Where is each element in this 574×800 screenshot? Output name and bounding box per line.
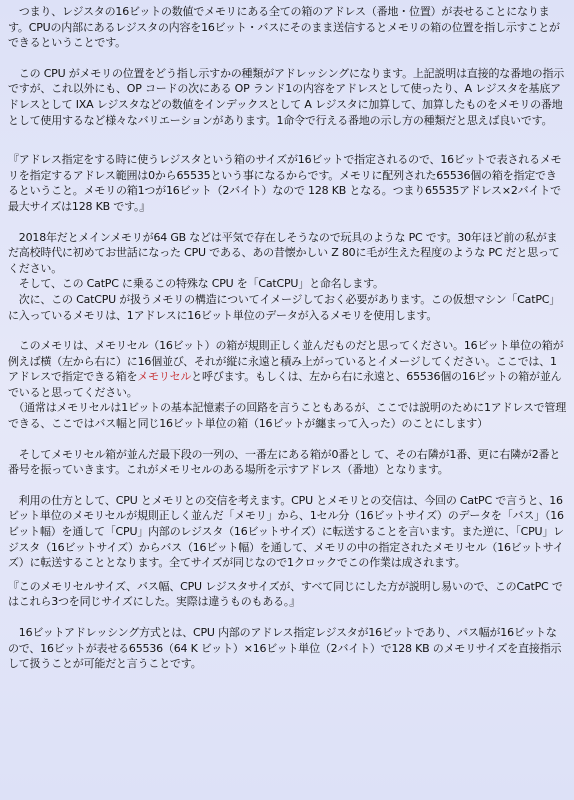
paragraph-16bit-addressing: 16ビットアドレッシング方式とは、CPU 内部のアドレス指定レジスタが16ビットであり、パス幅が16ビットなので、16ビットが表せる65536（64 K ビット）×16ビット単位（2バイト）で128 KB のメモリサイズを直接指示して扱うことが可能だと言うことです。	[8, 626, 562, 671]
paragraph-cpu-memory-communication: 利用の仕方として、CPU とメモリとの交信を考えます。CPU とメモリとの交信は、今回の CatPC で言うと、16ビット単位のメモリセルが規則正しく並んだ「メモリ」から、1セル分（16ビットサイズ）のデータを「バス」（16ビット幅）を通して「CPU」内部のレジスタ（16ビットサイズ）に転送することを言います。また逆に、「CPU」レジスタ（16ビットサイズ）からバス（16ビット幅）を通して、メモリの中の指定されたメモリセル（16ビットサイズ）に転送することとなります。全てサイズが同じなので1クロックでこの作業は成されます。	[8, 493, 564, 570]
paragraph-addressing: この CPU がメモリの位置をどう指し示すかの種類がアドレッシングになります。上記説明は直接的な番地の指示ですが、これ以外にも、OP コードの次にある OP ランド1の内容をアドレスとして使ったり、A レジスタを基底アドレスとして IXA レジスタなどの数値をインデックスとして A レジスタに加算して、加算したものをメモリの番地として使用するなど様々なバリエーションがあります。1命令で行える番地の示し方の種類だと思えば良いです。	[8, 66, 565, 127]
paragraph-address-numbering: そしてメモリセル箱が並んだ最下段の一列の、一番左にある箱が0番とし て、その右隣が1番、更に右隣が2番と番号を振っていきます。これがメモリセルのある場所を示すアドレス（番地）となります。	[8, 447, 561, 477]
spacer	[8, 610, 566, 625]
spacer	[8, 215, 566, 230]
paragraph-2018-memory: 2018年だとメインメモリが64 GB などは平気で存在しそうなので玩具のような PC です。30年ほど前の私がまだ高校時代に初めてお世話になった CPU である、あの昔懐かしい Z 80に毛が生えた程度のような PC だと思ってください。	[8, 230, 560, 275]
paragraph-memory-structure: 次に、この CatCPU が扱うメモリの構造についてイメージしておく必要があります。この仮想マシン「CatPC」に入っているメモリは、1アドレスに16ビット単位のデータが入るメモリを使用します。	[8, 292, 561, 322]
paragraph-memory-cell	[8, 338, 566, 400]
paragraph-catcpu-name: そして、この CatPC に乗るこの特殊な CPU を「CatCPU」と命名します。	[8, 277, 384, 291]
paragraph-same-size-note: 『このメモリセルサイズ、バス幅、CPU レジスタサイズが、すべて同じにした方が説明し易いので、このCatPC ではこれら3つを同じサイズにした。実際は違うものもある。』	[8, 579, 563, 609]
spacer	[8, 323, 566, 338]
spacer	[8, 571, 566, 579]
spacer	[8, 432, 566, 447]
spacer	[8, 128, 566, 152]
memory-cell-highlight: メモリセル	[137, 370, 192, 384]
paragraph-register-address: つまり、レジスタの16ビットの数値でメモリにある全ての箱のアドレス（番地・位置）が表せることになります。CPUの内部にあるレジスタの内容を16ビット・バスにそのまま送信するとメモリの箱の位置を指し示すことができるということです。	[8, 5, 560, 50]
memory-cell-text-before: このメモリは、メモリセル（16ビット）の箱が規則正しく並んだものだと思ってください。16ビット単位の箱が例えば横（左から右に）に16個並び、それが縦に永遠と積み上がっているとイメージしてください。ここでは、1アドレスで指定できる箱を	[8, 339, 564, 384]
spacer	[8, 51, 566, 66]
paragraph-address-range-note: 『アドレス指定をする時に使うレジスタという箱のサイズが16ビットで指定されるので、16ビットで表されるメモリを指定するアドレス範囲は0から65535という事になるからです。メモリに配列された65536個の箱を指定できるということ。メモリの箱1つが16ビット（2バイト）なので 128 KB となる。つまり65535アドレス×2バイトで最大サイズは128 KB です。』	[8, 153, 562, 213]
spacer	[8, 478, 566, 493]
memory-cell-text-after: と呼びます。もしくは、左から右に永遠と、65536個の16ビットの箱が並んでいると思ってください。	[8, 370, 562, 399]
paragraph-memory-cell-note: （通常はメモリセルは1ビットの基本記憶素子の回路を言うこともあるが、ここでは説明のために1アドレスで管理できる、ここではバス幅と同じ16ビット単位の箱（16ビットが纏まって入った）のことにします）	[8, 401, 567, 431]
